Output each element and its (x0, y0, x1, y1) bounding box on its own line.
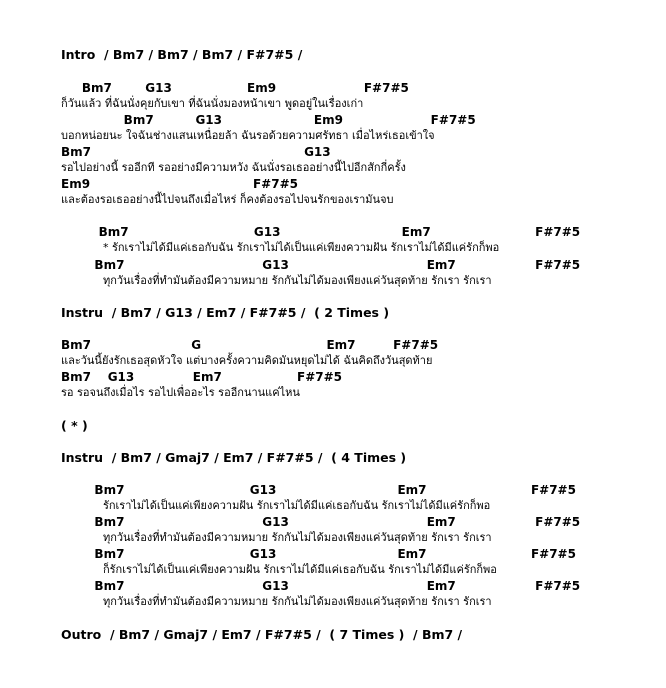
instru-section-line: Instru / Bm7 / G13 / Em7 / F#7#5 / ( 2 Times ) (61, 305, 390, 320)
lyric-line: ทุกวันเรื่องที่ทำมันต้องมีความหมาย รักกันไม่ได้มองเพียงแค่วันสุดท้าย รักเรา รักเรา (61, 595, 492, 608)
chorus-lyric-line: ทุกวันเรื่องที่ทำมันต้องมีความหมาย รักกันไม่ได้มองเพียงแค่วันสุดท้าย รักเรา รักเรา (61, 274, 492, 287)
lyric-line: บอกหน่อยนะ ใจฉันช่างแสนเหนื่อยล้า ฉันรอด้วยความศรัทธา เมื่อไหร่เธอเข้าใจ (61, 129, 435, 142)
lyric-line: รักเราไม่ได้เป็นแค่เพียงความฝัน รักเราไม่ได้มีแค่เธอกับฉัน รักเราไม่ได้มีแค่รักก็พอ (61, 499, 491, 512)
lyric-line: ก็รักเราไม่ได้เป็นแค่เพียงความฝัน รักเราไม่ได้มีแค่เธอกับฉัน รักเราไม่ได้มีแค่รักก็พอ (61, 563, 497, 576)
instru-section-line: Instru / Bm7 / Gmaj7 / Em7 / F#7#5 / ( 4 Times ) (61, 450, 407, 465)
outro-section-line: Outro / Bm7 / Gmaj7 / Em7 / F#7#5 / ( 7 Times ) / Bm7 / (61, 627, 463, 642)
chord-line: Em9 F#7#5 (61, 177, 298, 191)
chord-line: Bm7 G13 (61, 145, 331, 159)
lyric-line: และวันนี้ยังรักเธอสุดหัวใจ แต่บางครั้งความคิดมันหยุดไม่ได้ ฉันคิดถึงวันสุดท้าย (61, 354, 433, 367)
chorus-repeat-marker: ( * ) (61, 418, 88, 433)
lyric-line: รอ รอจนถึงเมื่อไร รอไปเพื่ออะไร รออีกนานแค่ไหน (61, 386, 300, 399)
chord-line: Bm7 G13 Em7 F#7#5 (61, 483, 576, 497)
chord-line: Bm7 G13 Em7 F#7#5 (61, 515, 581, 529)
chorus-lyric-line: * รักเราไม่ได้มีแค่เธอกับฉัน รักเราไม่ได้เป็นแค่เพียงความฝัน รักเราไม่ได้มีแค่รักก็พอ (61, 241, 500, 254)
chord-line: Bm7 G13 Em7 F#7#5 (61, 547, 576, 561)
chord-line: Bm7 G Em7 F#7#5 (61, 338, 439, 352)
lyric-line: ก็วันแล้ว ที่ฉันนั่งคุยกับเขา ที่ฉันนั่งมองหน้าเขา พูดอยู่ในเรื่องเก่า (61, 97, 364, 110)
lyric-line: และต้องรอเธออย่างนี้ไปจนถึงเมื่อไหร่ ก็คงต้องรอไปจนรักของเรามันจบ (61, 193, 394, 206)
chorus-chord-line: Bm7 G13 Em7 F#7#5 (61, 258, 581, 272)
chord-line: Bm7 G13 Em9 F#7#5 (61, 81, 409, 95)
lyric-line: ทุกวันเรื่องที่ทำมันต้องมีความหมาย รักกันไม่ได้มองเพียงแค่วันสุดท้าย รักเรา รักเรา (61, 531, 492, 544)
intro-section-line: Intro / Bm7 / Bm7 / Bm7 / F#7#5 / (61, 47, 303, 62)
chord-line: Bm7 G13 Em9 F#7#5 (61, 113, 476, 127)
chorus-chord-line: Bm7 G13 Em7 F#7#5 (61, 225, 581, 239)
chord-line: Bm7 G13 Em7 F#7#5 (61, 579, 581, 593)
chord-line: Bm7 G13 Em7 F#7#5 (61, 370, 343, 384)
lyric-line: รอไปอย่างนี้ รออีกที รออย่างมีความหวัง ฉันนั่งรอเธออย่างนี้ไปอีกสักกี่ครั้ง (61, 161, 406, 174)
